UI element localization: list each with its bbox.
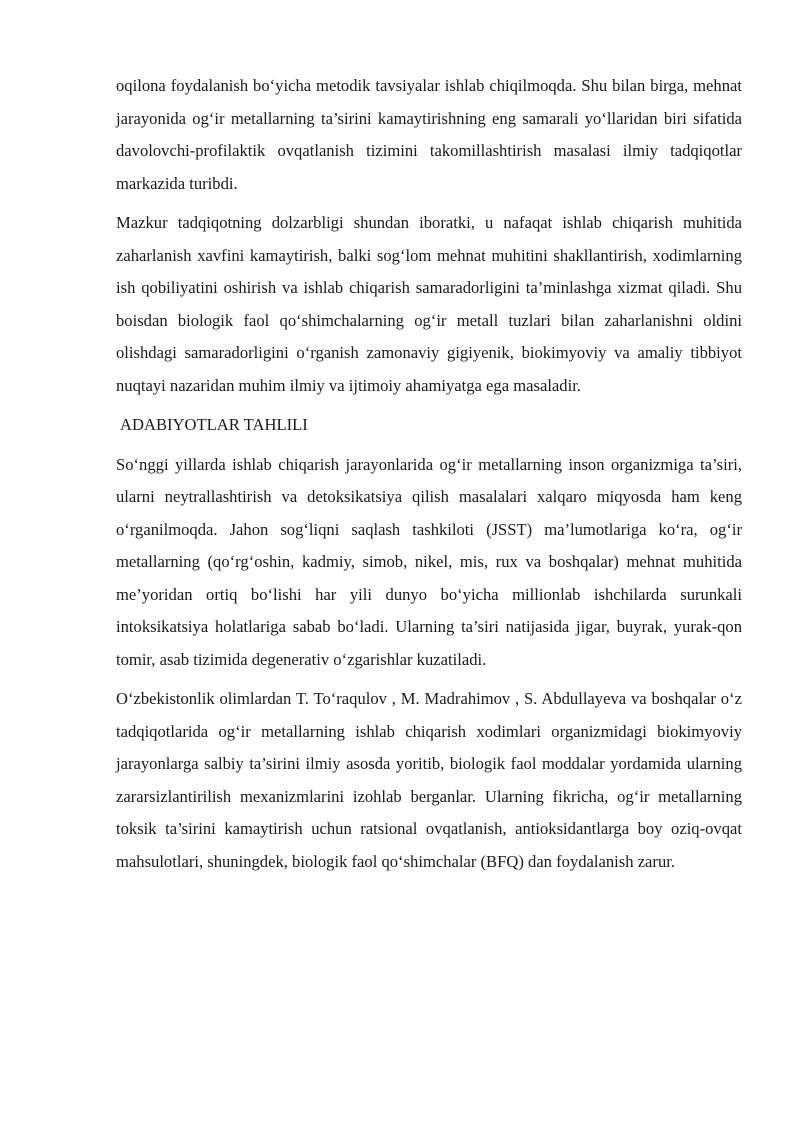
document-body bbox=[116, 70, 742, 885]
paragraph-literature-uzbek: O‘zbekistonlik olimlardan T. To‘raqulov , M. Madrahimov , S. Abdullayeva va boshqalar o‘z tadqiqotlarida og‘ir metallarning ishlab chiqarish xodimlari organizmidagi biokimyoviy jarayonlarga salbiy ta’sirini ilmiy asosda yoritib, biologik faol moddalar yordamida ularning zararsizlantirilish mexanizmlarini izohlab berganlar. Ularning fikricha, og‘ir metallarning toksik ta’sirini kamaytirish uchun ratsional ovqatlanish, antioksidantlarga boy oziq-ovqat mahsulotlari, shuningdek, biologik faol qo‘shimchalar (BFQ) dan foydalanish zarur. bbox=[116, 689, 742, 871]
paragraph-intro-continuation: oqilona foydalanish bo‘yicha metodik tavsiyalar ishlab chiqilmoqda. Shu bilan birga, mehnat jarayonida og‘ir metallarning ta’sirini kamaytirishning eng samarali yo‘llaridan biri sifatida davolovchi-profilaktik ovqatlanish tizimini takomillashtirish masalasi ilmiy tadqiqotlar markazida turibdi. bbox=[116, 76, 742, 193]
section-heading: ADABIYOTLAR TAHLILI bbox=[120, 415, 308, 434]
paragraph-relevance: Mazkur tadqiqotning dolzarbligi shundan iboratki, u nafaqat ishlab chiqarish muhitida zaharlanish xavfini kamaytirish, balki sog‘lom mehnat muhitini shakllantirish, xodimlarning ish qobiliyatini oshirish va ishlab chiqarish samaradorligini ta’minlashga xizmat qiladi. Shu boisdan biologik faol qo‘shimchalarning og‘ir metall tuzlari bilan zaharlanishni oldini olishdagi samaradorligini o‘rganish zamonaviy gigiyenik, biokimyoviy va amaliy tibbiyot nuqtayi nazaridan muhim ilmiy va ijtimoiy ahamiyatga ega masaladir. bbox=[116, 213, 742, 395]
paragraph-literature-international: So‘nggi yillarda ishlab chiqarish jarayonlarida og‘ir metallarning inson organizmiga ta’siri, ularni neytrallashtirish va detoksikatsiya qilish masalalari xalqaro miqyosda ham keng o‘rganilmoqda. Jahon sog‘liqni saqlash tashkiloti (JSST) ma’lumotlariga ko‘ra, og‘ir metallarning (qo‘rg‘oshin, kadmiy, simob, nikel, mis, rux va boshqalar) mehnat muhitida me’yoridan ortiq bo‘lishi har yili dunyo bo‘yicha millionlab ishchilarda surunkali intoksikatsiya holatlariga sabab bo‘ladi. Ularning ta’siri natijasida jigar, buyrak, yurak-qon tomir, asab tizimida degenerativ o‘zgarishlar kuzatiladi. bbox=[116, 454, 742, 669]
